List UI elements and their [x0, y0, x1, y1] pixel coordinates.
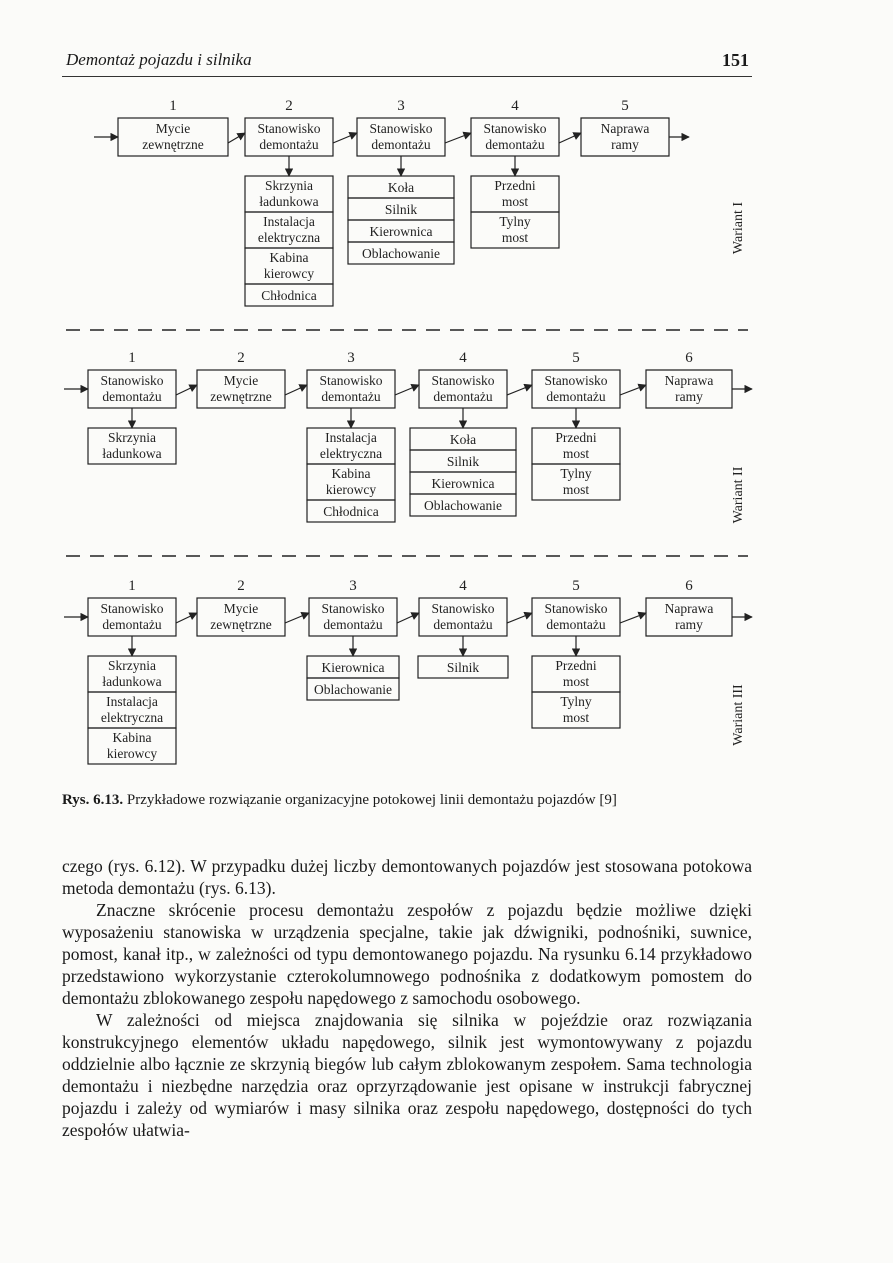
- flow-arrow: [559, 133, 581, 143]
- station-number: 5: [572, 350, 580, 366]
- flow-arrow: [176, 385, 197, 395]
- station-label: Stanowisko: [369, 121, 433, 136]
- station-label: Stanowisko: [100, 601, 164, 616]
- paragraph-2: Znaczne skrócenie procesu demontażu zespołów z pojazdu będzie możliwe dzięki wyposażeniu stanowiska w urządzenia specjalne, takie jak dźwigniki, podnośniki, suwnice, pomost, kanał itp., w zależności od typu demontowanego pojazdu. Na rysunku 6.14 przykładowo przedstawiono wykorzystanie czterokolumnowego podnośnika z dodatkowym pomostem do demontażu zblokowanego zespołu napędowego z samochodu osobowego.: [62, 900, 752, 1008]
- station-number: 3: [347, 350, 355, 366]
- station-number: 1: [169, 98, 177, 114]
- flow-arrow: [507, 613, 532, 623]
- part-label: Skrzynia: [108, 658, 156, 673]
- part-label: Kierownica: [431, 476, 495, 491]
- station-number: 5: [621, 98, 629, 114]
- part-label: Oblachowanie: [362, 246, 440, 261]
- station-label: demontażu: [102, 389, 162, 404]
- part-label: most: [501, 230, 529, 245]
- station-label: Mycie: [223, 373, 259, 388]
- station-number: 3: [349, 578, 357, 594]
- part-label: ładunkowa: [102, 446, 162, 461]
- part-label: Przedni: [555, 658, 597, 673]
- station-label: Stanowisko: [544, 373, 608, 388]
- part-label: elektryczna: [257, 230, 321, 245]
- part-label: Kabina: [112, 730, 152, 745]
- station-label: demontażu: [102, 617, 162, 632]
- running-header: Demontaż pojazdu i silnika: [66, 50, 252, 69]
- station-number: 2: [237, 578, 245, 594]
- part-label: Koła: [387, 180, 415, 195]
- station-number: 6: [685, 578, 693, 594]
- part-label: kierowcy: [263, 266, 315, 281]
- station-label: zewnętrzne: [142, 137, 204, 152]
- flow-arrow: [620, 613, 646, 623]
- station-label: Naprawa: [664, 601, 714, 616]
- variant-label: Wariant III: [731, 684, 746, 746]
- part-label: Instalacja: [106, 694, 158, 709]
- part-label: Silnik: [384, 202, 418, 217]
- caption-text: Przykładowe rozwiązanie organizacyjne potokowej linii demontażu pojazdów [9]: [126, 792, 617, 808]
- part-label: Silnik: [446, 454, 480, 469]
- station-label: Stanowisko: [431, 373, 495, 388]
- part-label: Skrzynia: [265, 178, 313, 193]
- variant-label: Wariant I: [731, 201, 746, 255]
- station-label: demontażu: [259, 137, 319, 152]
- flow-arrow: [285, 613, 309, 623]
- station-label: Stanowisko: [321, 601, 385, 616]
- station-label: Stanowisko: [100, 373, 164, 388]
- part-label: Kabina: [331, 466, 371, 481]
- station-label: ramy: [675, 389, 703, 404]
- station-number: 3: [397, 98, 405, 114]
- station-label: Naprawa: [664, 373, 714, 388]
- station-label: demontażu: [485, 137, 545, 152]
- station-label: demontażu: [321, 389, 381, 404]
- station-label: zewnętrzne: [210, 389, 272, 404]
- flow-arrow: [395, 385, 419, 395]
- variant-label: Wariant II: [731, 466, 746, 524]
- station-label: zewnętrzne: [210, 617, 272, 632]
- station-number: 4: [511, 98, 519, 114]
- part-label: Koła: [449, 432, 477, 447]
- station-label: Mycie: [155, 121, 191, 136]
- station-label: ramy: [611, 137, 639, 152]
- station-number: 1: [128, 350, 136, 366]
- station-label: Mycie: [223, 601, 259, 616]
- part-label: Oblachowanie: [424, 498, 502, 513]
- station-label: Stanowisko: [257, 121, 321, 136]
- part-label: most: [562, 710, 590, 725]
- part-label: Tylny: [560, 694, 592, 709]
- part-label: Kabina: [269, 250, 309, 265]
- flow-arrow: [507, 385, 532, 395]
- flow-arrow: [397, 613, 419, 623]
- part-label: Chłodnica: [323, 504, 379, 519]
- part-label: Instalacja: [325, 430, 377, 445]
- caption-label: Rys. 6.13.: [62, 792, 124, 808]
- part-label: ładunkowa: [102, 674, 162, 689]
- station-number: 5: [572, 578, 580, 594]
- station-number: 1: [128, 578, 136, 594]
- flow-arrow: [285, 385, 307, 395]
- station-number: 6: [685, 350, 693, 366]
- station-label: demontażu: [371, 137, 431, 152]
- station-label: Stanowisko: [544, 601, 608, 616]
- station-label: Stanowisko: [319, 373, 383, 388]
- part-label: most: [501, 194, 529, 209]
- part-label: most: [562, 482, 590, 497]
- part-label: Skrzynia: [108, 430, 156, 445]
- station-label: Stanowisko: [483, 121, 547, 136]
- station-label: demontażu: [433, 389, 493, 404]
- paragraph-1: czego (rys. 6.12). W przypadku dużej liczby demontowanych pojazdów jest stosowana potokowa metoda demontażu (rys. 6.13).: [62, 856, 752, 898]
- body-text: [62, 855, 752, 1141]
- part-label: Przedni: [555, 430, 597, 445]
- part-label: elektryczna: [319, 446, 383, 461]
- station-label: demontażu: [546, 389, 606, 404]
- paragraph-3: W zależności od miejsca znajdowania się silnika w pojeździe oraz rozwiązania konstrukcyjnego elementów układu napędowego, silnik jest wymontowywany z pojazdu oddzielnie albo łącznie ze skrzynią biegów lub całym zblokowanym zespołem. Sama technologia demontażu i niezbędne narzędzia oraz oprzyrządowanie jest opisane w instrukcji fabrycznej pojazdu i zależy od wymiarów i masy silnika oraz zespołu napędowego, dostępności do tych zespołów ułatwia-: [62, 1010, 752, 1140]
- part-label: Kierownica: [321, 660, 385, 675]
- flow-arrow: [445, 133, 471, 143]
- part-label: ładunkowa: [259, 194, 319, 209]
- part-label: Kierownica: [369, 224, 433, 239]
- part-label: Tylny: [560, 466, 592, 481]
- station-label: demontażu: [433, 617, 493, 632]
- part-label: most: [562, 674, 590, 689]
- part-label: Chłodnica: [261, 288, 317, 303]
- figure-caption: [62, 792, 762, 809]
- part-label: Silnik: [446, 660, 480, 675]
- flow-arrow: [333, 133, 357, 143]
- part-label: elektryczna: [100, 710, 164, 725]
- part-label: Instalacja: [263, 214, 315, 229]
- station-number: 4: [459, 578, 467, 594]
- flow-arrow: [176, 613, 197, 623]
- station-number: 2: [285, 98, 293, 114]
- part-label: Przedni: [494, 178, 536, 193]
- station-number: 2: [237, 350, 245, 366]
- part-label: kierowcy: [106, 746, 158, 761]
- part-label: Tylny: [499, 214, 531, 229]
- station-label: demontażu: [546, 617, 606, 632]
- flow-arrow: [620, 385, 646, 395]
- part-label: most: [562, 446, 590, 461]
- station-label: ramy: [675, 617, 703, 632]
- station-label: Naprawa: [600, 121, 650, 136]
- station-label: Stanowisko: [431, 601, 495, 616]
- part-label: kierowcy: [325, 482, 377, 497]
- station-label: demontażu: [323, 617, 383, 632]
- station-number: 4: [459, 350, 467, 366]
- page-number: 151: [722, 50, 749, 70]
- part-label: Oblachowanie: [314, 682, 392, 697]
- flow-arrow: [228, 133, 245, 143]
